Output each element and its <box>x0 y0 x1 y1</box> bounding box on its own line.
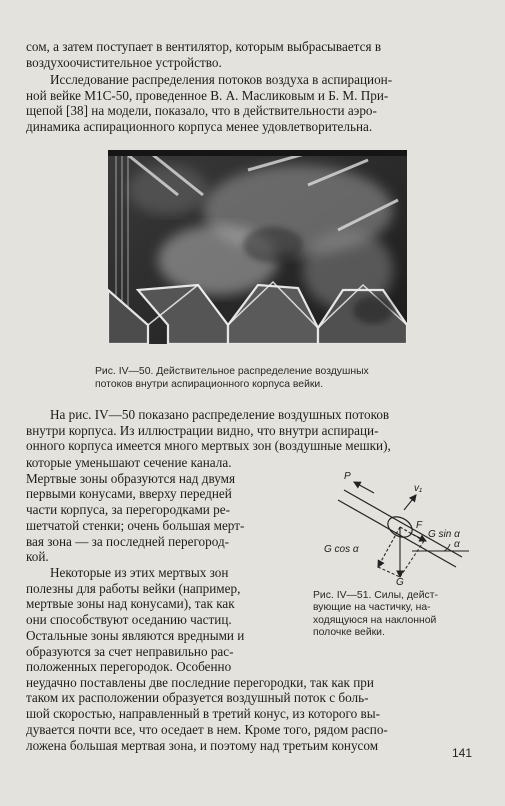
shelf-line-upper <box>344 490 462 557</box>
text-line: части корпуса, за перегородками ре- <box>26 502 230 518</box>
paragraph-useful-zones-continued <box>26 659 474 753</box>
label-v1: v₁ <box>414 483 423 494</box>
figure1-caption <box>95 366 415 391</box>
paragraph-intro <box>26 39 474 70</box>
figure-airflow-photo <box>108 150 407 344</box>
label-gsin: G sin α <box>428 529 460 540</box>
page-number: 141 <box>452 746 473 760</box>
text-line: динамика аспирационного корпуса менее удовлетворительна. <box>26 119 373 135</box>
text-line: ной вейке М1С-50, проведенное В. А. Масликовым и Б. М. При- <box>26 87 389 103</box>
text-line: На рис. IV—50 показано распределение воздушных потоков <box>50 407 390 422</box>
velocity-arrow <box>404 495 416 510</box>
label-p: P <box>344 471 351 482</box>
text-line: образуются за счет неправильно рас- <box>26 643 234 659</box>
text-line: сом, а затем поступает в вентилятор, которым выбрасывается в <box>26 39 382 54</box>
paragraph-research <box>26 72 474 135</box>
label-alpha: α <box>454 539 460 550</box>
text-line: таком их расположении образуется воздушный поток с боль- <box>26 690 369 706</box>
label-g: G <box>396 577 404 585</box>
figure-force-diagram <box>304 465 474 585</box>
caption-line: потоков внутри аспирационного корпуса вейки. <box>95 378 324 390</box>
text-line: первыми конусами, вверху передней <box>26 486 232 502</box>
text-line: онного корпуса имеется много мертвых зон (воздушные мешки), <box>26 438 391 454</box>
caption-line: вующие на частичку, на- <box>313 602 431 614</box>
text-line: Остальные зоны являются вредными и <box>26 627 245 643</box>
text-line: воздухоочистительное устройство. <box>26 54 222 70</box>
text-line: щепой [38] на модели, показало, что в действительности аэро- <box>26 103 377 119</box>
text-line: шой скоростью, направленный в третий конус, из которого вы- <box>26 706 380 722</box>
figure2-caption <box>313 590 473 640</box>
text-line: Некоторые из этих мертвых зон <box>50 565 229 580</box>
text-line: они способствуют оседанию частиц. <box>26 612 232 628</box>
paragraph-dead-zones-continued <box>26 455 296 565</box>
caption-line: Рис. IV—51. Силы, дейст- <box>313 590 438 601</box>
paragraph-useful-zones <box>26 565 296 659</box>
force-p-arrow <box>354 482 374 493</box>
text-line: шетчатой стенки; очень большая мерт- <box>26 517 245 533</box>
force-diagram <box>304 465 474 585</box>
text-line: кой. <box>26 549 49 565</box>
caption-line: полочке вейки. <box>313 627 385 639</box>
text-line: неудачно поставлены две последние перегородки, так как при <box>26 674 374 690</box>
parallelogram-line <box>378 567 400 577</box>
text-line: вая зона — за последней перегород- <box>26 533 230 549</box>
text-line: Мертвые зоны образуются над двумя <box>26 470 236 486</box>
caption-line: Рис. IV—50. Действительное распределение воздушных <box>95 366 369 377</box>
text-line: внутри корпуса. Из иллюстрации видно, что внутри аспираци- <box>26 422 379 438</box>
force-gcos-arrow <box>378 527 400 567</box>
paragraph-dead-zones <box>26 407 474 454</box>
text-line: которые уменьшают сечение канала. <box>26 455 232 470</box>
text-line: Исследование распределения потоков воздуха в аспирацион- <box>50 72 393 87</box>
label-f: F <box>416 520 423 531</box>
text-line: полезны для работы вейки (например, <box>26 580 241 596</box>
text-line: положенных перегородок. Особенно <box>26 659 232 674</box>
label-gcos: G cos α <box>324 544 359 555</box>
caption-line: ходящуюся на наклонной <box>313 614 437 626</box>
text-line: ложена большая мертвая зона, и поэтому над третьим конусом <box>26 737 379 753</box>
text-line: дувается почти все, что оседает в нем. Кроме того, рядом распо- <box>26 721 388 737</box>
airflow-photo-image <box>108 150 407 344</box>
parallelogram-line <box>400 541 424 577</box>
text-line: мертвые зоны над конусами), так как <box>26 596 235 612</box>
